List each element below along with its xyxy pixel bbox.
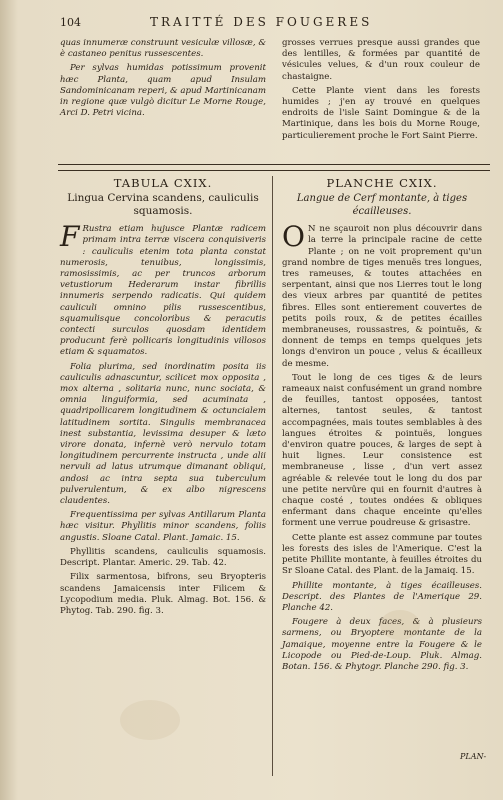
french-paragraph-2: Tout le long de ces tiges & de leurs rameaux naist confusément un grand nombre de feuilles, tantost opposées, tantost alternes, tantost seules, & tantost accompagnées, mais toutes semblables à des langues étroites & pointuës, longues d'environ quatre pouces, & larges de sept à huit lignes. Leur consistence est membraneuse , lisse , d'un vert assez agréable & relevée tout le long du dos par une petite nervûre qui en fournit d'autres à chaque costé , toutes ondées & obliques enfermant dans chaque enceinte qu'elles forment une verrue poudreuse & grisastre. bbox=[282, 372, 482, 529]
running-title: TRAITTÉ DES FOUGERES bbox=[150, 15, 373, 29]
top-left-paragraph-2: Per sylvas humidas potissimum provenit hæc Planta, quam apud Insulam Sandominicanam reperi, & apud Martinicanam in regione quæ vulgò dicitur Le Morne Rouge, Arci D. Petri vicina. bbox=[60, 63, 267, 119]
page-number: 104 bbox=[60, 16, 81, 29]
french-drop-cap: O bbox=[282, 220, 305, 254]
column-divider-rule bbox=[272, 176, 273, 776]
latin-paragraph-2: Folia plurima, sed inordinatim posita iis cauliculis adnascuntur, scilicet mox opposita , mox alterna , solitaria nunc, nunc sociata, & omnia linguiformia, sed acuminata , quadripollicarem longitudinem & octuncialem latitudinem sortita. Singulis membranacea inest substantia, levissima desuper & læto virore donata, infernè verò nervulo totam longitudinem percurrente instructa , unde alii nervuli ad latus utrumque dimanant obliqui, andosi ac intra septa sua tuberculum pulverulentum, & ex albo nigrescens claudentes. bbox=[60, 361, 266, 507]
paper-stain bbox=[380, 610, 420, 640]
french-paragraph-4: Phillite montante, à tiges écailleuses. Descript. des Plantes de l'Amerique 29. Planche 42. bbox=[282, 580, 482, 613]
page-header bbox=[60, 14, 490, 34]
catchword: PLAN- bbox=[460, 752, 487, 761]
french-plate-title: PLANCHE CXIX. bbox=[326, 176, 438, 190]
top-right-paragraph-1: grosses verrues presque aussi grandes que des lentilles, & formées par quantité de vésicules velues, & d'un roux couleur de chastaigne. bbox=[282, 38, 480, 82]
latin-plant-name: Lingua Cervina scandens, cauliculis squamosis. bbox=[67, 192, 259, 218]
french-paragraph-5: Fougere à deux faces, & à plusieurs sarmens, ou Bryoptere montante de la Jamaique, moyenne entre la Fougere & le Licopode ou Pied-de-Loup. Pluk. Almag. Botan. 156. & Phytogr. Planche 290. fig. 3. bbox=[282, 617, 482, 672]
top-right-column bbox=[282, 38, 480, 145]
french-paragraph-1: O N ne sçauroit non plus découvrir dans la terre la principale racine de cette Plante ; on ne voit proprement qu'un grand nombre de tiges menuës tres longues, tres rameuses, & toutes attachées en serpentant, ainsi que nos Lierres tout le long des vieux arbres par quantité de petites fibres. Elles sont entierement couvertes de petits poils roux, & de petites écailles membraneuses, roussastres, & pointuës, & donnent de temps en temps quelques jets longs d'environ un pouce , velus & écailleux de mesme. bbox=[282, 220, 482, 369]
latin-paragraph-5: Filix sarmentosa, bifrons, seu Bryopteris scandens Jamaicensis inter Filicem & Lycopodium media. Pluk. Almag. Bot. 156. & Phytog. Tab. 290. fig. 3. bbox=[60, 572, 266, 616]
french-paragraph-3: Cette plante est assez commune par toutes les forests des isles de l'Amerique. C'est la petite Phillite montante, à feuilles étroites du Sr Sloane Catal. des Plant. de la Jamaiq. 15. bbox=[282, 532, 482, 577]
top-right-paragraph-2: Cette Plante vient dans les forests humides ; j'en ay trouvé en quelques endroits de l'isle Saint Domingue & de la Martinique, dans les bois du Morne Rouge, particulierement proche le Fort Saint Pierre. bbox=[282, 85, 480, 141]
latin-paragraph-1: F Rustra etiam hujusce Plantæ radicem primam intra terræ viscera conquisiveris : cauliculis etenim tota planta constat numerosis, tenuibus, longissimis, ramosissimis, ac per truncos arborum vetustiorum Hederarum instar fibrillis innumeris serpendo radicatis. Qui quidem cauliculi omnino pilis russescentibus, squamulisque concoloribus & peracutis contecti surculos quosdam identidem producunt ferè pollicaris longitudinis villosos etiam & squamatos. bbox=[60, 220, 266, 358]
top-left-column bbox=[60, 38, 266, 122]
section-divider-rule bbox=[58, 164, 490, 171]
french-plant-name: Langue de Cerf montante, à tiges écailleuses. bbox=[296, 193, 468, 218]
french-column bbox=[282, 178, 482, 676]
top-left-paragraph-1: quas innumeræ construunt vesiculæ villosæ, & è castaneo penitus russescentes. bbox=[60, 38, 266, 60]
latin-drop-cap: F bbox=[60, 220, 80, 254]
paper-stain bbox=[120, 700, 180, 740]
latin-paragraph-4: Phyllitis scandens, cauliculis squamosis. Descript. Plantar. Americ. 29. Tab. 42. bbox=[60, 546, 266, 569]
latin-column bbox=[60, 178, 266, 620]
latin-table-title: TABULA CXIX. bbox=[113, 176, 213, 190]
latin-paragraph-3: Frequentissima per sylvas Antillarum Planta hæc visitur. Phyllitis minor scandens, foliis angustis. Sloane Catal. Plant. Jamaic. 15. bbox=[60, 510, 266, 543]
